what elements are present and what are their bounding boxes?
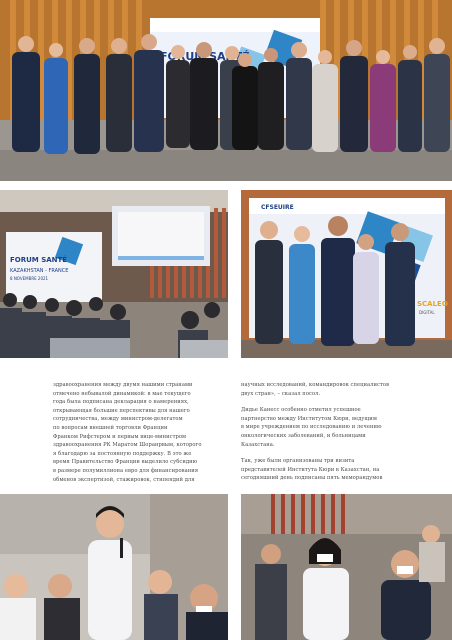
screen-date: 8 NOVEMBRE 2021 bbox=[10, 276, 49, 281]
audience-photo bbox=[241, 494, 452, 640]
speakers-photo bbox=[241, 190, 452, 358]
group-photo bbox=[0, 0, 452, 181]
audience-speaker-photo bbox=[0, 494, 228, 640]
screen-subtitle: KAZAKHSTAN - FRANCE bbox=[10, 268, 69, 274]
banner-logo-left: CFSEUIRE bbox=[261, 204, 294, 211]
banner-logo-right-sub: DIGITAL bbox=[419, 310, 435, 315]
article-paragraph: здравоохранения между двумя нашими странами отмечено небывалой динамикой: в мае текущего года была подписана декларация о намерениях, открывающая большие перспективы для нашего сотрудничества, между министром-делегатом по вопросам внешней торговли Франции Франком Рифстером и первым вице-министром здравоохранения РК Маратом Шоранрвым, которого я благодарю за постоянную поддержку. В это же время Правительство Франции выделило субсидию в размере полумиллиона евро для финансирования обменов экспертизой, стажировок, стипендий для bbox=[53, 382, 202, 483]
screen-title: FORUM SANTÉ bbox=[10, 256, 68, 264]
banner-logo-right: SCALEO bbox=[417, 300, 448, 308]
conference-hall-photo bbox=[0, 190, 228, 358]
article-right-column bbox=[241, 381, 441, 491]
article-paragraph: Дидье Канесс особенно отметил успешное партнерство между Институтом Кюри, ведущим в мире учреждением по исследованию и лечению онкологических заболеваний, и больницами Казахстана. bbox=[241, 407, 382, 448]
article-paragraph: Так, уже были организованы три визита представителей Института Кюри в Казахстан, на сегодняшний день подписаны пять меморандумов bbox=[241, 458, 383, 482]
article-paragraph: научных исследований, командировок специалистов двух стран», – сказал посол. bbox=[241, 382, 390, 397]
article-left-column bbox=[53, 381, 231, 492]
